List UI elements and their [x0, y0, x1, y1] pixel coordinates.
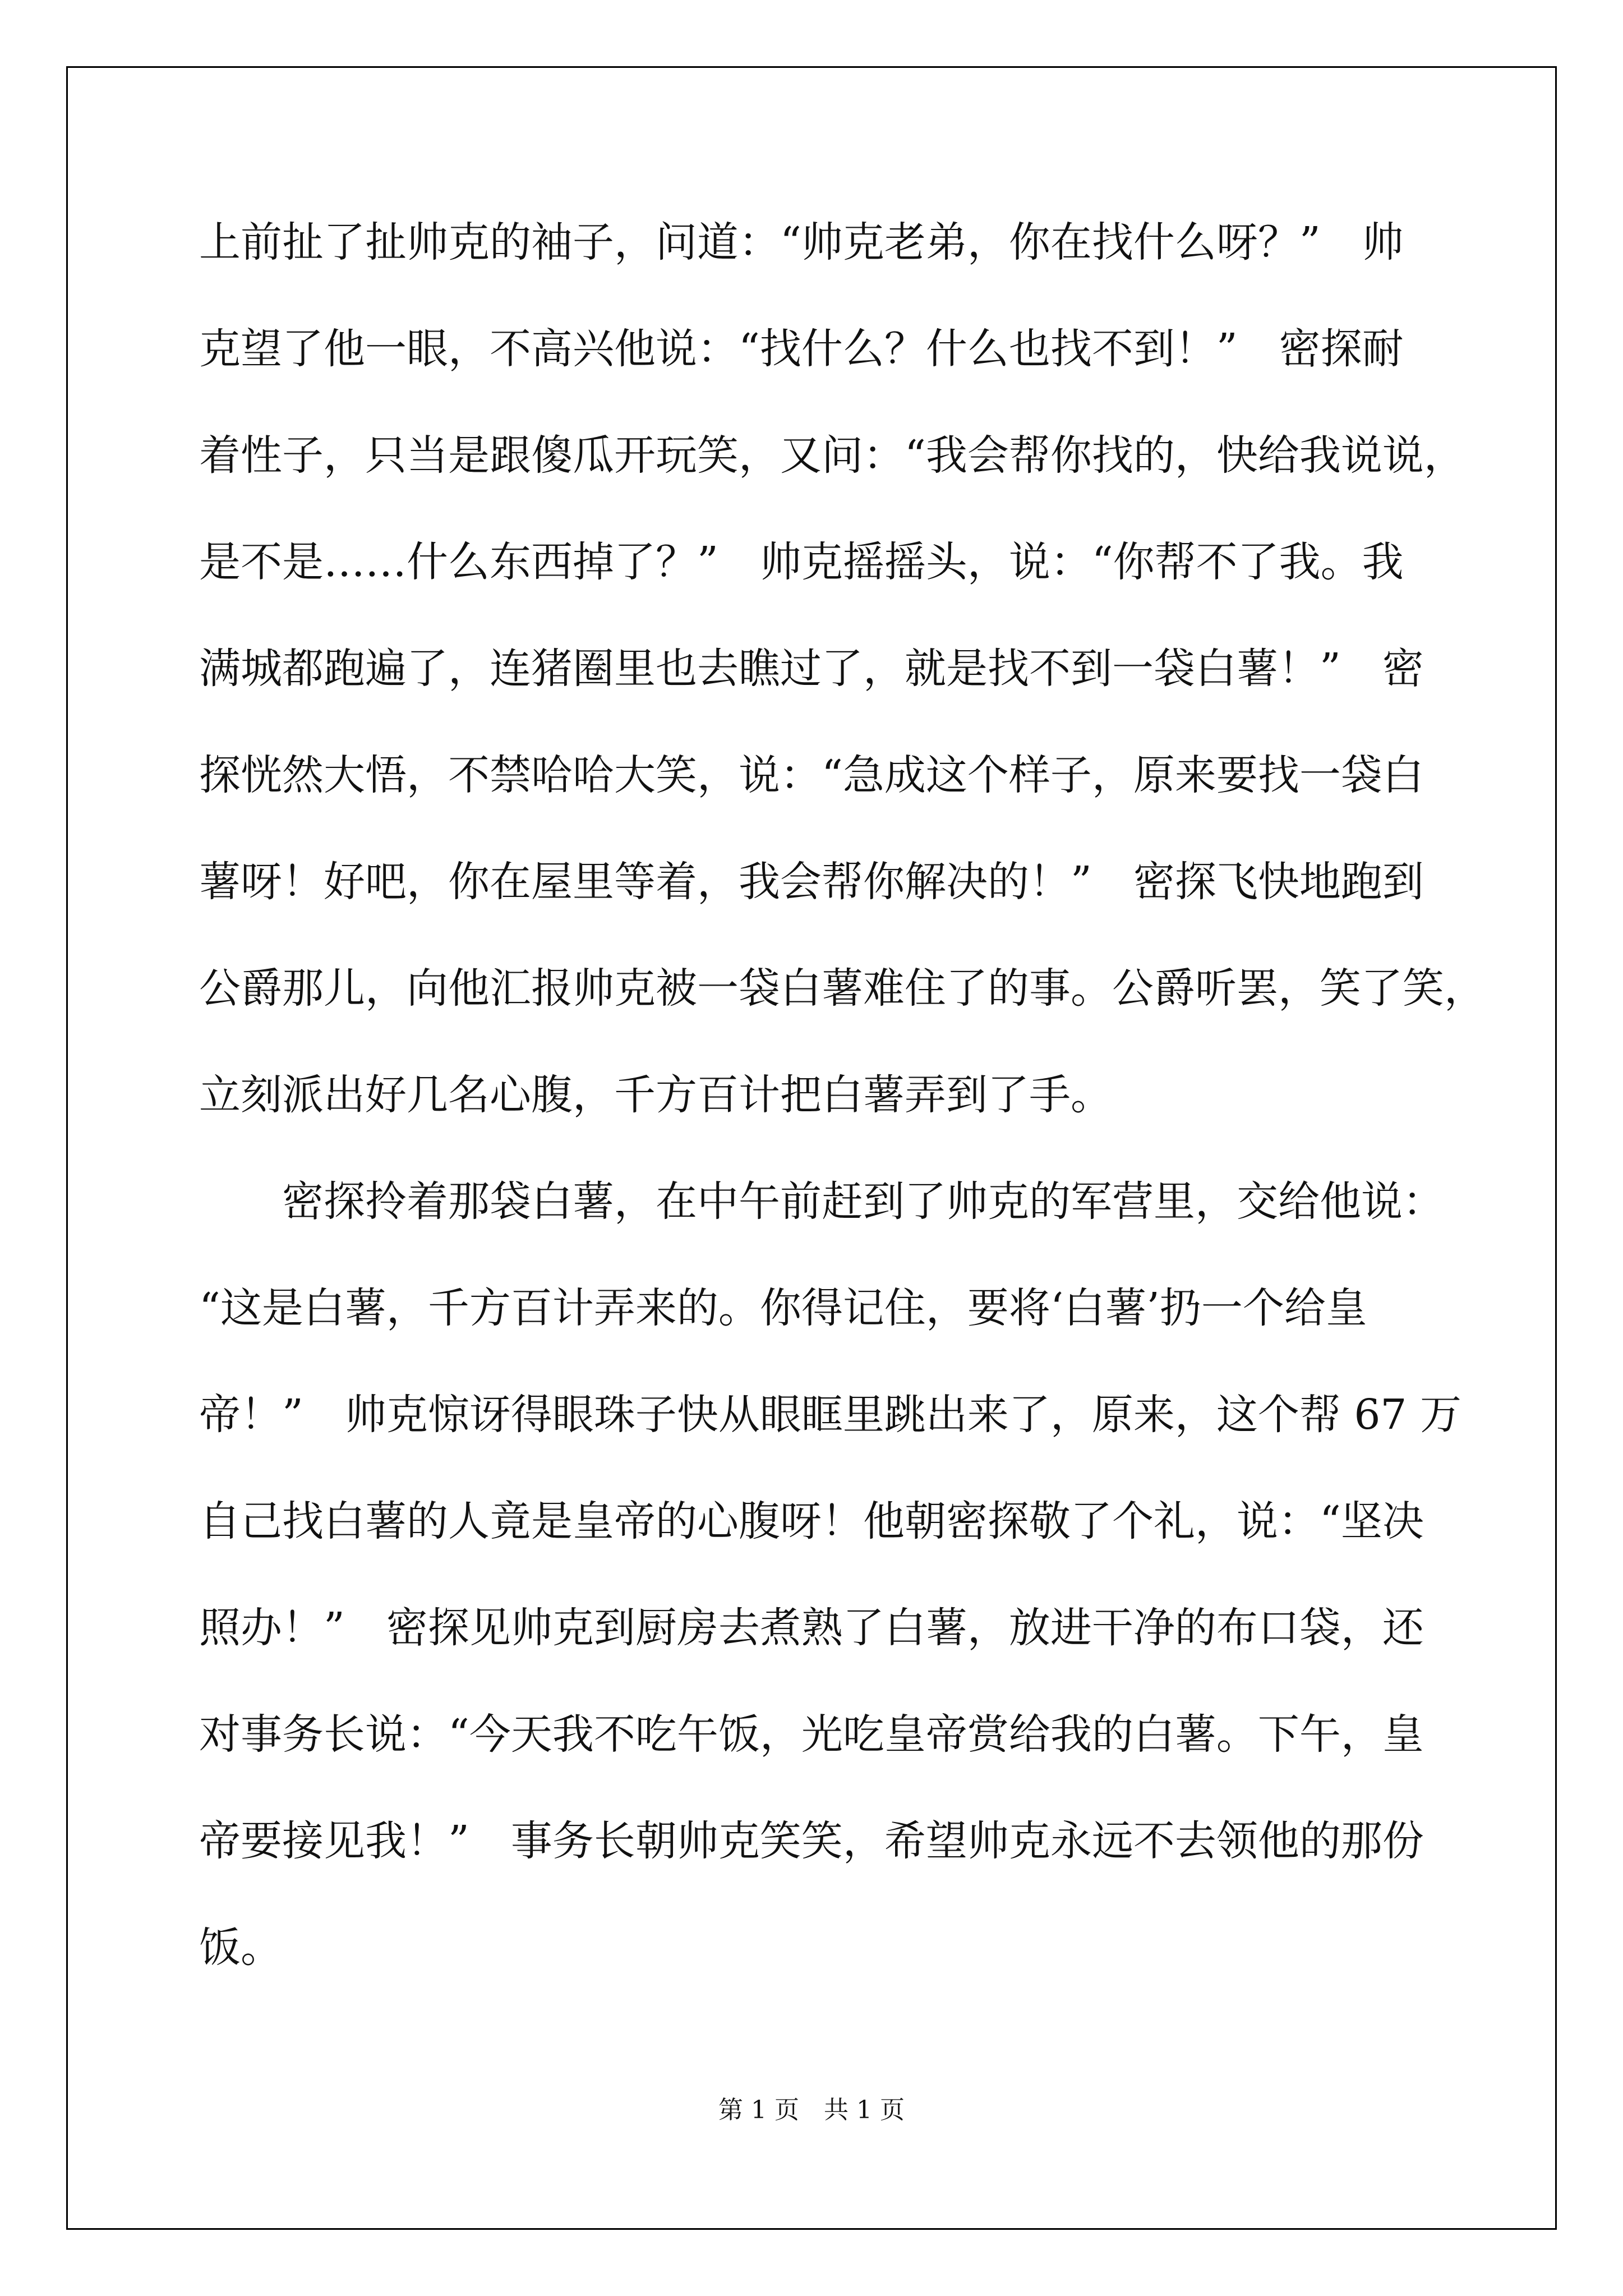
- text-line: 密探拎着那袋白薯，在中午前赶到了帅克的军营里，交给他说：: [282, 1177, 1444, 1226]
- text-line: 上前扯了扯帅克的袖子，问道：“帅克老弟，你在找什么呀？” 帅: [199, 218, 1404, 266]
- paragraph-1: [199, 209, 1486, 1168]
- text-line: 饭。: [199, 1924, 282, 1972]
- text-line: 公爵那儿，向他汇报帅克被一袋白薯难住了的事。公爵听罢，笑了笑，: [199, 964, 1486, 1013]
- text-line: 立刻派出好几名心腹，千方百计把白薯弄到了手。: [199, 1071, 1112, 1119]
- page-footer: 第 1 页 共 1 页: [718, 2096, 905, 2124]
- text-line: 满城都跑遍了，连猪圈里也去瞧过了，就是找不到一袋白薯！” 密: [199, 645, 1424, 693]
- text-line: 帝要接见我！” 事务长朝帅克笑笑，希望帅克永远不去领他的那份: [199, 1817, 1424, 1865]
- paragraph-2: [199, 1168, 1462, 2021]
- text-line: 是不是……什么东西掉了？” 帅克摇摇头，说：“你帮不了我。我: [199, 538, 1404, 586]
- text-line: 帝！” 帅克惊讶得眼珠子快从眼眶里跳出来了，原来，这个帮 67 万: [199, 1391, 1462, 1439]
- text-line: “这是白薯，千方百计弄来的。你得记住，要将‘白薯’扔一个给皇: [199, 1284, 1367, 1332]
- text-line: 薯呀！好吧，你在屋里等着，我会帮你解决的！” 密探飞快地跑到: [199, 858, 1424, 906]
- document-body: [199, 209, 1486, 2021]
- text-line: 对事务长说：“今天我不吃午饭，光吃皇帝赏给我的白薯。下午，皇: [199, 1710, 1424, 1759]
- text-line: 照办！” 密探见帅克到厨房去煮熟了白薯，放进干净的布口袋，还: [199, 1604, 1424, 1652]
- text-line: 自己找白薯的人竟是皇帝的心腹呀！他朝密探敬了个礼，说：“坚决: [199, 1497, 1424, 1545]
- text-line: 克望了他一眼，不高兴他说：“找什么？什么也找不到！” 密探耐: [199, 325, 1404, 373]
- text-line: 着性子，只当是跟傻瓜开玩笑，又问：“我会帮你找的，快给我说说，: [199, 431, 1465, 480]
- text-line: 探恍然大悟，不禁哈哈大笑，说：“急成这个样子，原来要找一袋白: [199, 751, 1424, 799]
